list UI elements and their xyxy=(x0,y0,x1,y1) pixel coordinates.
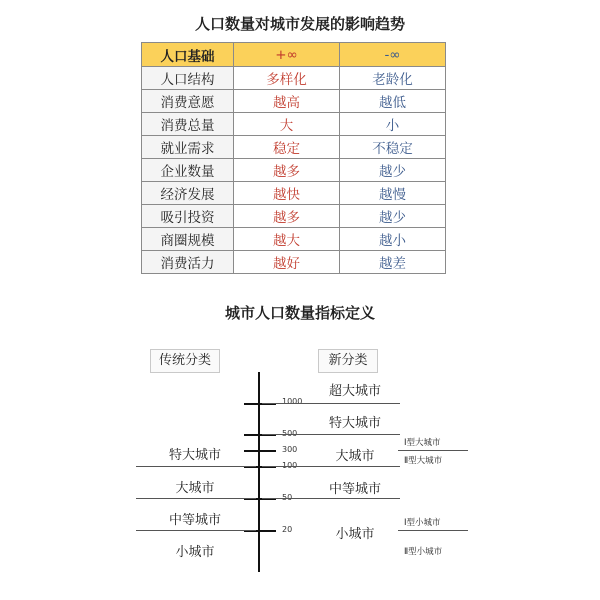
left-label-large-city: 大城市 xyxy=(175,481,215,496)
row-label: 消费活力 xyxy=(142,251,234,274)
negative-value: 越小 xyxy=(340,228,446,251)
negative-value: 老龄化 xyxy=(340,67,446,90)
row-label: 就业需求 xyxy=(142,136,234,159)
right-divider xyxy=(262,466,400,467)
right-label-megacity: 特大城市 xyxy=(328,416,381,431)
right-divider xyxy=(262,434,400,435)
row-label: 企业数量 xyxy=(142,159,234,182)
positive-value: 越多 xyxy=(234,159,340,182)
sub-divider xyxy=(398,450,468,451)
right-label-medium-city: 中等城市 xyxy=(328,482,381,497)
row-label: 消费意愿 xyxy=(142,90,234,113)
positive-value: 越多 xyxy=(234,205,340,228)
sub-label-small-2: Ⅱ型小城市 xyxy=(404,547,443,557)
tick-label: 20 xyxy=(282,525,293,534)
left-divider xyxy=(136,530,256,531)
negative-value: 小 xyxy=(340,113,446,136)
negative-value: 越低 xyxy=(340,90,446,113)
left-label-megacity: 特大城市 xyxy=(168,448,221,463)
negative-value: 越慢 xyxy=(340,182,446,205)
positive-value: 越好 xyxy=(234,251,340,274)
header-negative: -∞ xyxy=(340,43,446,67)
positive-value: 多样化 xyxy=(234,67,340,90)
left-label-medium-city: 中等城市 xyxy=(168,513,221,528)
population-axis xyxy=(258,372,260,572)
sub-label-large-2: Ⅱ型大城市 xyxy=(404,456,443,466)
tick-label: 500 xyxy=(282,429,298,438)
tick-label: 50 xyxy=(282,493,293,502)
left-label-small-city: 小城市 xyxy=(175,545,215,560)
negative-value: 越差 xyxy=(340,251,446,274)
row-label: 经济发展 xyxy=(142,182,234,205)
positive-value: 越高 xyxy=(234,90,340,113)
header-base: 人口基础 xyxy=(142,43,234,67)
right-label-super-city: 超大城市 xyxy=(328,384,381,399)
right-divider xyxy=(262,403,400,404)
sub-divider xyxy=(398,530,468,531)
tick-label: 1000 xyxy=(282,397,303,406)
positive-value: 越快 xyxy=(234,182,340,205)
row-label: 人口结构 xyxy=(142,67,234,90)
positive-value: 稳定 xyxy=(234,136,340,159)
diagram-title: 城市人口数量指标定义 xyxy=(224,304,375,322)
row-label: 消费总量 xyxy=(142,113,234,136)
negative-value: 越少 xyxy=(340,159,446,182)
tick-label: 300 xyxy=(282,445,298,454)
right-label-large-city: 大城市 xyxy=(335,449,375,464)
row-label: 商圈规模 xyxy=(142,228,234,251)
table-title: 人口数量对城市发展的影响趋势 xyxy=(194,15,405,33)
row-label: 吸引投资 xyxy=(142,205,234,228)
tick-label: 100 xyxy=(282,461,298,470)
negative-value: 不稳定 xyxy=(340,136,446,159)
sub-label-small-1: Ⅰ型小城市 xyxy=(404,518,441,528)
header-positive: +∞ xyxy=(234,43,340,67)
negative-value: 越少 xyxy=(340,205,446,228)
new-classification-header: 新分类 xyxy=(318,349,378,373)
sub-label-large-1: Ⅰ型大城市 xyxy=(404,438,441,448)
traditional-classification-header: 传统分类 xyxy=(150,349,220,373)
right-divider xyxy=(262,498,400,499)
right-label-small-city: 小城市 xyxy=(335,527,375,542)
left-divider xyxy=(136,466,256,467)
left-divider xyxy=(136,498,256,499)
positive-value: 越大 xyxy=(234,228,340,251)
positive-value: 大 xyxy=(234,113,340,136)
